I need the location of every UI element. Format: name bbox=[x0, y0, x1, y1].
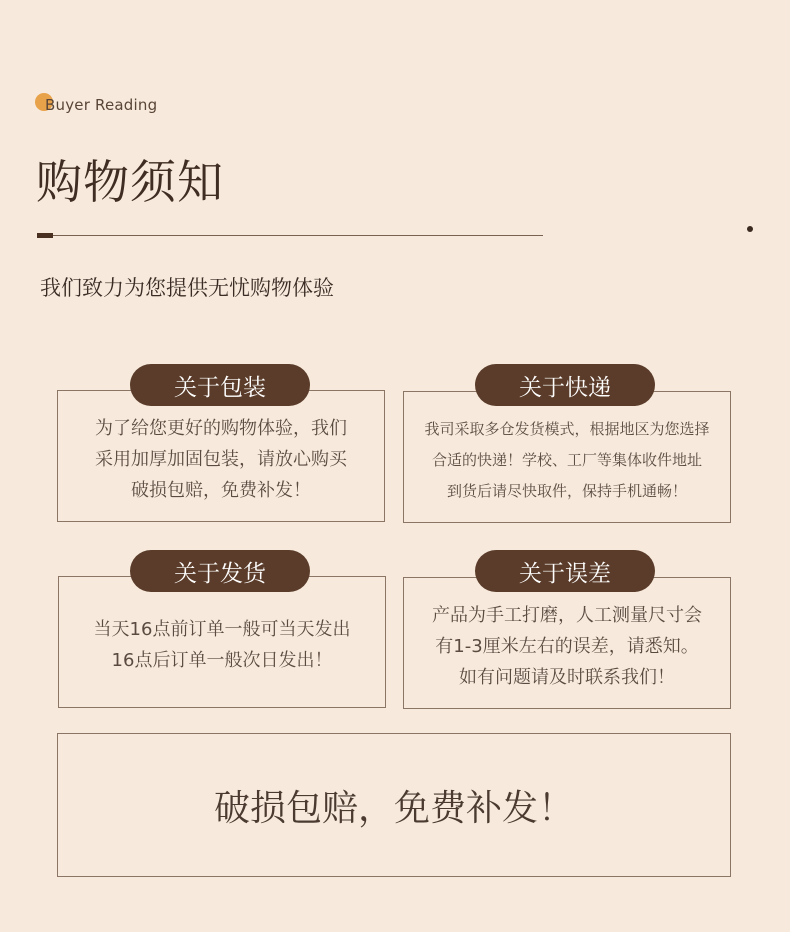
packaging-card bbox=[57, 390, 385, 522]
packaging-text: 为了给您更好的购物体验，我们 采用加厚加固包装，请放心购买 破损包赔，免费补发！ bbox=[95, 417, 347, 501]
guarantee-text: 破损包赔，免费补发！ bbox=[213, 787, 574, 829]
tolerance-text: 产品为手工打磨，人工测量尺寸会 有1-3厘米左右的误差，请悉知。 如有问题请及时联系我们！ bbox=[432, 604, 702, 688]
side-dot-icon bbox=[747, 226, 753, 232]
shipping-text: 当天16点前订单一般可当天发出 16点后订单一般次日发出！ bbox=[93, 619, 351, 671]
packaging-label: 关于包装 bbox=[130, 364, 310, 406]
express-card bbox=[403, 391, 731, 523]
page-title: 购物须知 bbox=[36, 155, 224, 209]
express-label: 关于快递 bbox=[475, 364, 655, 406]
tolerance-card bbox=[403, 577, 731, 709]
kicker-text: Buyer Reading bbox=[45, 96, 158, 114]
page-subtitle: 我们致力为您提供无忧购物体验 bbox=[40, 276, 334, 300]
express-text: 我司采取多仓发货模式，根据地区为您选择 合适的快递！学校、工厂等集体收件地址 到货后请尽快取件，保持手机通畅！ bbox=[424, 419, 710, 500]
guarantee-card bbox=[57, 733, 731, 877]
shipping-label: 关于发货 bbox=[130, 550, 310, 592]
tolerance-label: 关于误差 bbox=[475, 550, 655, 592]
title-rule-accent bbox=[37, 233, 53, 238]
title-rule-line bbox=[53, 235, 543, 236]
shipping-card bbox=[58, 576, 386, 708]
